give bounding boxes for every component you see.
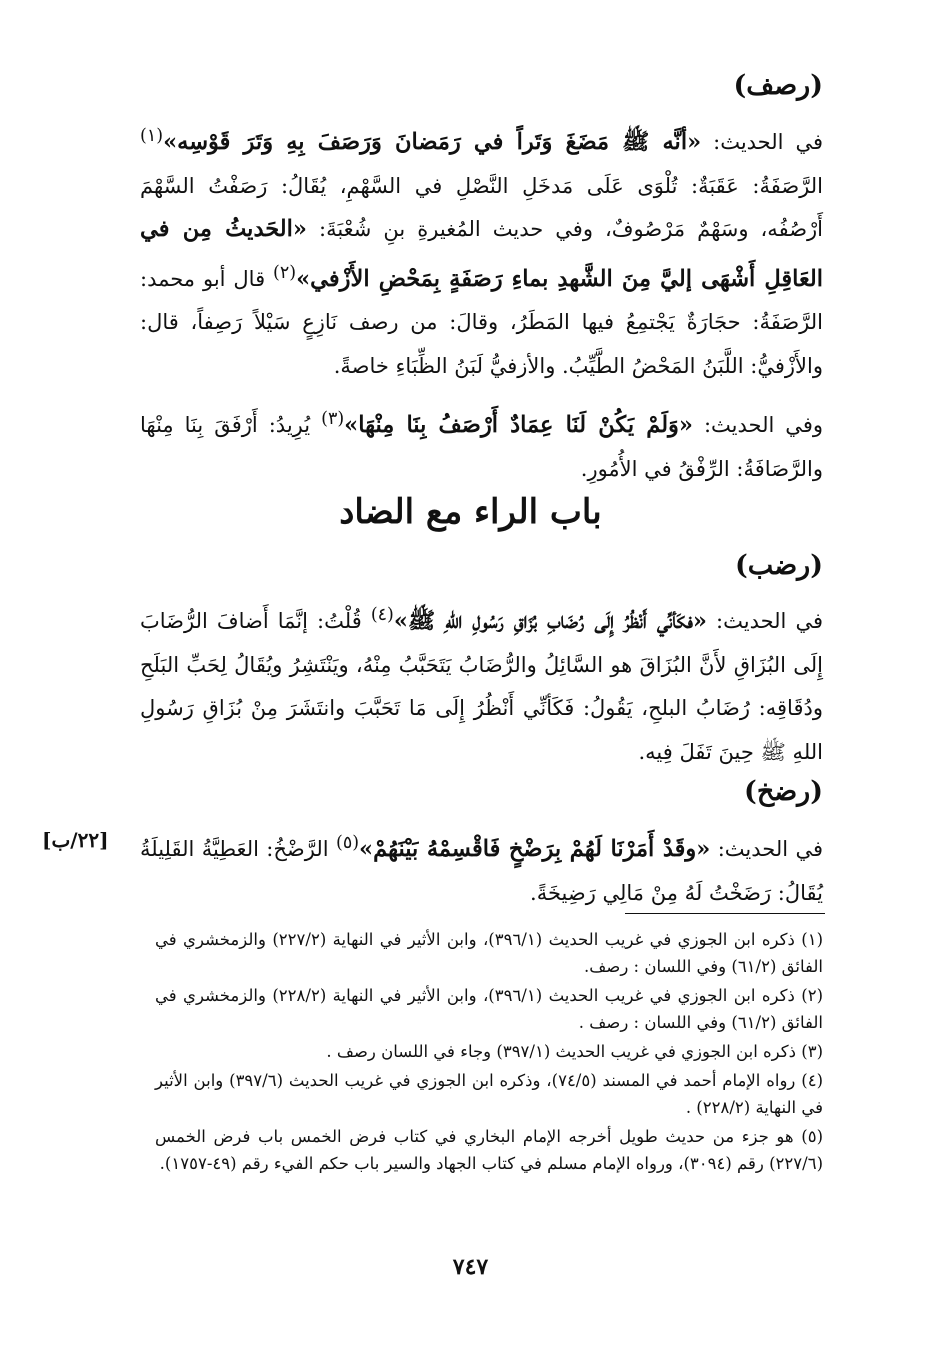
entry-heading-radb: (رضب)	[734, 550, 823, 581]
paragraph-text: قال أبو محمد: الرَّصَفَةُ: حجَارَةٌ يَجْتمِعُ فيها المَطَرُ، وقالَ: من رصف نَازِعٍ سَيْلاً رَصِفاً، قال: والأَزْفيُّ: اللَّبَنُ المَحْضُ الطَّيِّبُ. والأزفيُّ لَبَنُ الظِّبَاءِ خاصةً.	[140, 266, 823, 378]
manuscript-folio-ref: [٢٢/ب]	[42, 828, 109, 852]
entry-paragraph	[140, 398, 823, 491]
hadith-quote: «فكَأنِّي أَنْظُرُ إِلَى رُضَابِ بُزَاقِ رَسُولِ اللهِ ﷺ»	[393, 608, 707, 634]
entry-paragraph	[140, 822, 823, 915]
footnote-separator	[625, 913, 825, 914]
paragraph-text: قُلْتُ: إنَّمَا أَضافَ الرُّضَابَ إِلَى البُزَاقِ لأَنَّ البُزَاقَ هو السَّائِلُ والرُّضَابُ يَتَحَبَّبُ مِنْهُ، ويَنْتَشِرُ ويُقَالُ لِحَبِّ البَلَحِ ودُقَاقِه: رُضَابُ البلحِ، يَقُولُ: فَكَأنِّي أَنْظُرُ إِلَى مَا تَحَبَّبَ وانتَشَرَ مِنْ بُزَاقِ رَسُولِ اللهِ ﷺ حِينَ تَفَلَ فِيه.	[140, 609, 823, 764]
hadith-quote: «الحَديثُ مِن في العَاقِلِ أَشْهَى إليَّ مِنَ الشَّهدِ بماءِ رَصَفَةٍ بِمَحْضِ الأَزْفي»	[140, 216, 823, 292]
hadith-quote: «أنَّه ﷺ مَضَغَ وَتَراً في رَمَضانَ وَرَصَفَ بِهِ وَتَرَ قَوْسِه»	[163, 129, 702, 155]
hadith-quote: «وقَدْ أَمَرْنَا لَهُمْ بِرَضْخٍ فَاقْسِمْهُ بَيْنَهُمْ»	[359, 836, 711, 862]
entry-heading-rasf: (رصف)	[733, 70, 823, 101]
footnote-ref: (١)	[140, 126, 164, 146]
footnote: (٣) ذكره ابن الجوزي في غريب الحديث (٣٩٧/١) وجاء في اللسان رصف .	[326, 1042, 823, 1061]
page-number: ٧٤٧	[452, 1254, 489, 1280]
footnote: (١) ذكره ابن الجوزي في غريب الحديث (٣٩٦/١)، وابن الأثير في النهاية (٢٢٧/٢) والزمخشري في الفائق (٦١/٢) وفي اللسان : رصف.	[155, 930, 823, 976]
paragraph-text: الرَّصَفَةُ: عَقَبَةٌ: تُلْوَى عَلَى مَدخَلِ النَّصْلِ في السَّهْمِ، يُقَالُ: رَصَفْتُ السَّهْمَ أَرْصُفُه، وسَهْمٌ مَرْصُوفٌ، وفي حديث المُغيرةِ بنِ شُعْبَةَ:	[140, 173, 824, 241]
paragraph-lead: في الحديث:	[710, 837, 824, 861]
footnote-ref: (٢)	[273, 262, 297, 283]
hadith-quote: «وَلَمْ يَكُنْ لَنَا عِمَادٌ أَرْصَفُ بِنَا مِنْهَا»	[344, 412, 693, 438]
footnote: (٢) ذكره ابن الجوزي في غريب الحديث (٣٩٦/١)، وابن الأثير في النهاية (٢٢٨/٢) والزمخشري في الفائق (٦١/٢) وفي اللسان : رصف .	[155, 986, 823, 1032]
footnote: (٥) هو جزء من حديث طويل أخرجه الإمام البخاري في كتاب فرض الخمس باب فرض الخمس (٢٢٧/٦) رقم (٣٠٩٤)، ورواه الإمام مسلم في كتاب الجهاد والسير باب حكم الفيء رقم (٤٩-١٧٥٧).	[155, 1127, 823, 1173]
entry-paragraph	[140, 115, 823, 388]
paragraph-lead: في الحديث:	[701, 130, 823, 154]
paragraph-lead: وفي الحديث:	[692, 413, 823, 437]
paragraph-lead: في الحديث:	[706, 609, 823, 633]
section-title: باب الراء مع الضاد	[339, 492, 602, 532]
entry-paragraph	[140, 594, 823, 774]
paragraph-text: الرَّضْخُ: العَطِيَّةُ القَلِيلَةُ يُقَالُ: رَضَخْتُ لَهُ مِنْ مَالِي رَضِيخَةً.	[140, 837, 823, 905]
paragraph-text: يُرِيدُ: أَرْفَقَ بِنَا مِنْهَا والرَّصَافَةُ: الرِّفْقُ في الأُمُورِ.	[140, 413, 823, 481]
footnote-ref: (٤)	[370, 605, 394, 625]
footnotes	[155, 926, 823, 1179]
entry-heading-radkh: (رضخ)	[744, 776, 823, 807]
footnote-ref: (٥)	[335, 833, 360, 853]
footnote: (٤) رواه الإمام أحمد في المسند (٧٤/٥)، وذكره ابن الجوزي في غريب الحديث (٣٩٧/٦) وابن الأثير في النهاية (٢٢٨/٢) .	[155, 1071, 824, 1117]
footnote-ref: (٣)	[321, 409, 345, 429]
